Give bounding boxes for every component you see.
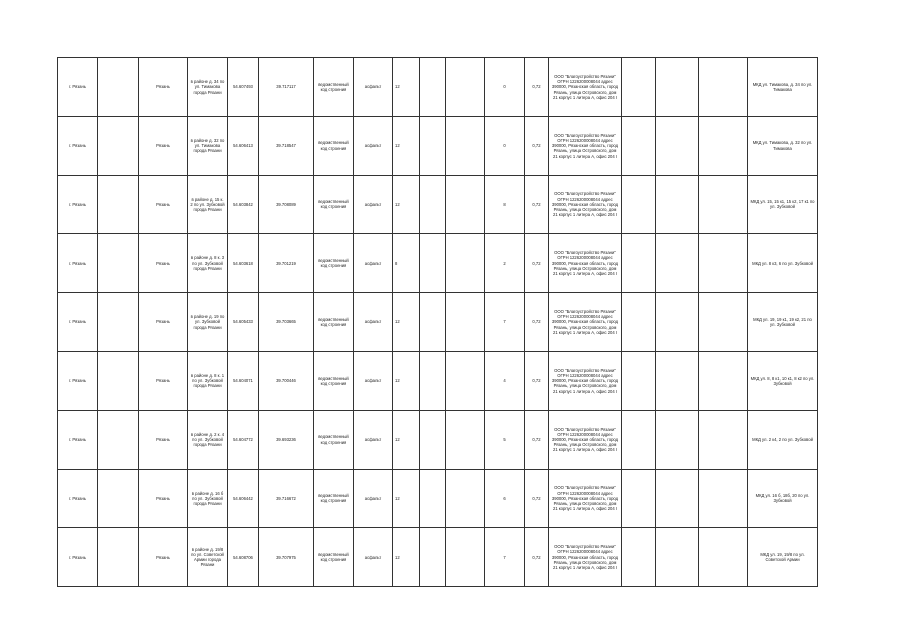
cell-latitude: 54.603842 [228,175,259,234]
table-row [58,116,818,175]
cell-capacity: 0 [485,58,525,117]
cell-empty [656,469,699,528]
cell-city: Рязань [139,175,188,234]
cell-empty [446,234,485,293]
cell-latitude: 54.604772 [228,410,259,469]
cell-empty [446,410,485,469]
cell-city: Рязань [139,58,188,117]
cell-empty [699,528,748,587]
cell-owner: ООО "Благоустройство Рязани" ОГРН 1226200008044 адрес 390000, Рязанская область, город Рязань, улица Островского, дом 21 корпус 1 литера А, офис 204 I [549,469,622,528]
cell-location: в районе д. 32 по ул. Тимакова города Рязани [188,116,228,175]
cell-longitude: 39.718547 [259,116,314,175]
cell-empty [446,116,485,175]
cell-latitude: 54.603618 [228,234,259,293]
cell-area: 12 [393,58,420,117]
cell-volume: 0,72 [525,234,549,293]
cell-latitude: 54.607493 [228,58,259,117]
cell-empty [98,528,139,587]
cell-area: 12 [393,175,420,234]
cell-capacity: 0 [485,116,525,175]
cell-owner: ООО "Благоустройство Рязани" ОГРН 1226200008044 адрес 390000, Рязанская область, город Рязань, улица Островского, дом 21 корпус 1 литера А, офис 204 I [549,234,622,293]
cell-owner: ООО "Благоустройство Рязани" ОГРН 1226200008044 адрес 390000, Рязанская область, город Рязань, улица Островского, дом 21 корпус 1 литера А, офис 204 I [549,58,622,117]
cell-empty [98,116,139,175]
cell-served-address: МКД ул. Тимакова, д. 34 по ул. Тимакова [748,58,818,117]
cell-settlement: г. Рязань [58,234,98,293]
cell-location: в районе д. 8 к. 1 по ул. Зубковой города Рязани [188,351,228,410]
cell-location: в районе д. 8 к. 3 по ул. Зубковой города Рязани [188,234,228,293]
cell-empty [622,528,656,587]
table-row [58,58,818,117]
cell-empty [622,293,656,352]
cell-empty [622,469,656,528]
cell-surface: асфальт [354,293,393,352]
cell-empty [656,234,699,293]
cell-longitude: 39.717117 [259,58,314,117]
cell-latitude: 54.605433 [228,293,259,352]
table-row [58,469,818,528]
cell-empty [622,234,656,293]
cell-longitude: 39.701219 [259,234,314,293]
cell-empty [98,410,139,469]
cell-empty [420,116,446,175]
cell-settlement: г. Рязань [58,410,98,469]
cell-capacity: 7 [485,293,525,352]
cell-volume: 0,72 [525,469,549,528]
table-row [58,234,818,293]
cell-volume: 0,72 [525,116,549,175]
cell-volume: 0,72 [525,175,549,234]
cell-capacity: 5 [485,410,525,469]
cell-settlement: г. Рязань [58,175,98,234]
cell-code: ведомственный код строения [314,175,354,234]
cell-code: ведомственный код строения [314,351,354,410]
table-row [58,351,818,410]
cell-code: ведомственный код строения [314,469,354,528]
cell-surface: асфальт [354,175,393,234]
cell-longitude: 39.708089 [259,175,314,234]
cell-empty [98,175,139,234]
cell-empty [656,58,699,117]
cell-empty [420,528,446,587]
cell-city: Рязань [139,234,188,293]
cell-code: ведомственный код строения [314,116,354,175]
cell-volume: 0,72 [525,58,549,117]
cell-capacity: 8 [485,175,525,234]
cell-area: 12 [393,116,420,175]
cell-volume: 0,72 [525,293,549,352]
cell-volume: 0,72 [525,351,549,410]
cell-served-address: МКД ул. 15, 15 к1, 15 к2, 17 к1 по ул. Зубковой [748,175,818,234]
cell-settlement: г. Рязань [58,469,98,528]
cell-settlement: г. Рязань [58,528,98,587]
cell-empty [622,175,656,234]
cell-area: 8 [393,234,420,293]
cell-settlement: г. Рязань [58,58,98,117]
cell-surface: асфальт [354,351,393,410]
cell-empty [656,351,699,410]
cell-empty [420,234,446,293]
cell-empty [656,293,699,352]
cell-empty [699,293,748,352]
cell-served-address: МКД ул. Тимакова, д. 32 по ул. Тимакова [748,116,818,175]
cell-surface: асфальт [354,234,393,293]
cell-location: в районе д. 16 б по ул. Зубковой города Рязани [188,469,228,528]
cell-area: 12 [393,410,420,469]
cell-served-address: МКД ул. 8 к3, 6 по ул. Зубковой [748,234,818,293]
table-row [58,175,818,234]
cell-empty [622,410,656,469]
cell-empty [98,58,139,117]
cell-surface: асфальт [354,116,393,175]
cell-owner: ООО "Благоустройство Рязани" ОГРН 1226200008044 адрес 390000, Рязанская область, город Рязань, улица Островского, дом 21 корпус 1 литера А, офис 204 I [549,351,622,410]
cell-city: Рязань [139,351,188,410]
cell-settlement: г. Рязань [58,351,98,410]
cell-empty [98,351,139,410]
cell-surface: асфальт [354,58,393,117]
cell-empty [420,469,446,528]
cell-empty [420,175,446,234]
registry-table [57,57,818,587]
cell-location: в районе д. 2 к. 4 по ул. Зубковой города Рязани [188,410,228,469]
cell-code: ведомственный код строения [314,410,354,469]
cell-capacity: 4 [485,351,525,410]
cell-latitude: 54.606413 [228,116,259,175]
cell-owner: ООО "Благоустройство Рязани" ОГРН 1226200008044 адрес 390000, Рязанская область, город Рязань, улица Островского, дом 21 корпус 1 литера А, офис 204 I [549,175,622,234]
cell-owner: ООО "Благоустройство Рязани" ОГРН 1226200008044 адрес 390000, Рязанская область, город Рязань, улица Островского, дом 21 корпус 1 литера А, офис 204 I [549,410,622,469]
cell-settlement: г. Рязань [58,293,98,352]
cell-empty [622,58,656,117]
cell-empty [446,58,485,117]
table-row [58,293,818,352]
cell-empty [622,351,656,410]
cell-area: 12 [393,351,420,410]
cell-served-address: МКД ул. 19, 19/8 по ул. Советской Армии [748,528,818,587]
cell-area: 12 [393,469,420,528]
cell-latitude: 54.608706 [228,528,259,587]
cell-capacity: 2 [485,234,525,293]
cell-served-address: МКД ул. 19, 19 к1, 19 к2, 21 по ул. Зубковой [748,293,818,352]
cell-empty [622,116,656,175]
cell-city: Рязань [139,469,188,528]
cell-latitude: 54.606442 [228,469,259,528]
cell-city: Рязань [139,410,188,469]
cell-empty [656,175,699,234]
cell-location: в районе д. 19 по ул. Зубковой города Рязани [188,293,228,352]
cell-empty [446,351,485,410]
cell-owner: ООО "Благоустройство Рязани" ОГРН 1226200008044 адрес 390000, Рязанская область, город Рязань, улица Островского, дом 21 корпус 1 литера А, офис 204 I [549,528,622,587]
cell-owner: ООО "Благоустройство Рязани" ОГРН 1226200008044 адрес 390000, Рязанская область, город Рязань, улица Островского, дом 21 корпус 1 литера А, офис 204 I [549,116,622,175]
cell-latitude: 54.604071 [228,351,259,410]
cell-empty [699,116,748,175]
cell-empty [98,469,139,528]
cell-served-address: МКД ул. 16 б, 18б, 20 по ул. Зубковой [748,469,818,528]
cell-surface: асфальт [354,469,393,528]
table-row [58,528,818,587]
cell-served-address: МКД ул. 2 к4, 2 по ул. Зубковой [748,410,818,469]
cell-city: Рязань [139,116,188,175]
cell-empty [699,410,748,469]
cell-longitude: 39.703665 [259,293,314,352]
cell-location: в районе д. 19/8 по ул. Советской Армии города Рязани [188,528,228,587]
cell-surface: асфальт [354,410,393,469]
cell-empty [446,469,485,528]
cell-capacity: 7 [485,528,525,587]
cell-owner: ООО "Благоустройство Рязани" ОГРН 1226200008044 адрес 390000, Рязанская область, город Рязань, улица Островского, дом 21 корпус 1 литера А, офис 204 I [549,293,622,352]
cell-code: ведомственный код строения [314,58,354,117]
cell-city: Рязань [139,293,188,352]
cell-served-address: МКД ул. 8, 8 к1, 10 к1, 8 к2 по ул. Зубковой [748,351,818,410]
cell-empty [699,469,748,528]
cell-city: Рязань [139,528,188,587]
cell-empty [699,58,748,117]
cell-empty [656,116,699,175]
cell-empty [656,528,699,587]
cell-location: в районе д. 34 по ул. Тимакова города Рязани [188,58,228,117]
cell-surface: асфальт [354,528,393,587]
cell-empty [656,410,699,469]
cell-empty [699,234,748,293]
cell-empty [699,351,748,410]
cell-empty [699,175,748,234]
cell-code: ведомственный код строения [314,528,354,587]
cell-location: в районе д. 15 к. 2 по ул. Зубковой города Рязани [188,175,228,234]
cell-settlement: г. Рязань [58,116,98,175]
cell-empty [446,293,485,352]
cell-empty [446,175,485,234]
cell-longitude: 39.707975 [259,528,314,587]
cell-longitude: 39.693236 [259,410,314,469]
cell-code: ведомственный код строения [314,293,354,352]
cell-longitude: 39.700446 [259,351,314,410]
cell-area: 12 [393,293,420,352]
cell-empty [420,293,446,352]
cell-capacity: 6 [485,469,525,528]
cell-area: 12 [393,528,420,587]
cell-volume: 0,72 [525,410,549,469]
cell-longitude: 39.716672 [259,469,314,528]
cell-empty [98,234,139,293]
cell-empty [420,410,446,469]
cell-empty [98,293,139,352]
cell-empty [420,351,446,410]
cell-empty [446,528,485,587]
cell-empty [420,58,446,117]
cell-volume: 0,72 [525,528,549,587]
table-row [58,410,818,469]
cell-code: ведомственный код строения [314,234,354,293]
